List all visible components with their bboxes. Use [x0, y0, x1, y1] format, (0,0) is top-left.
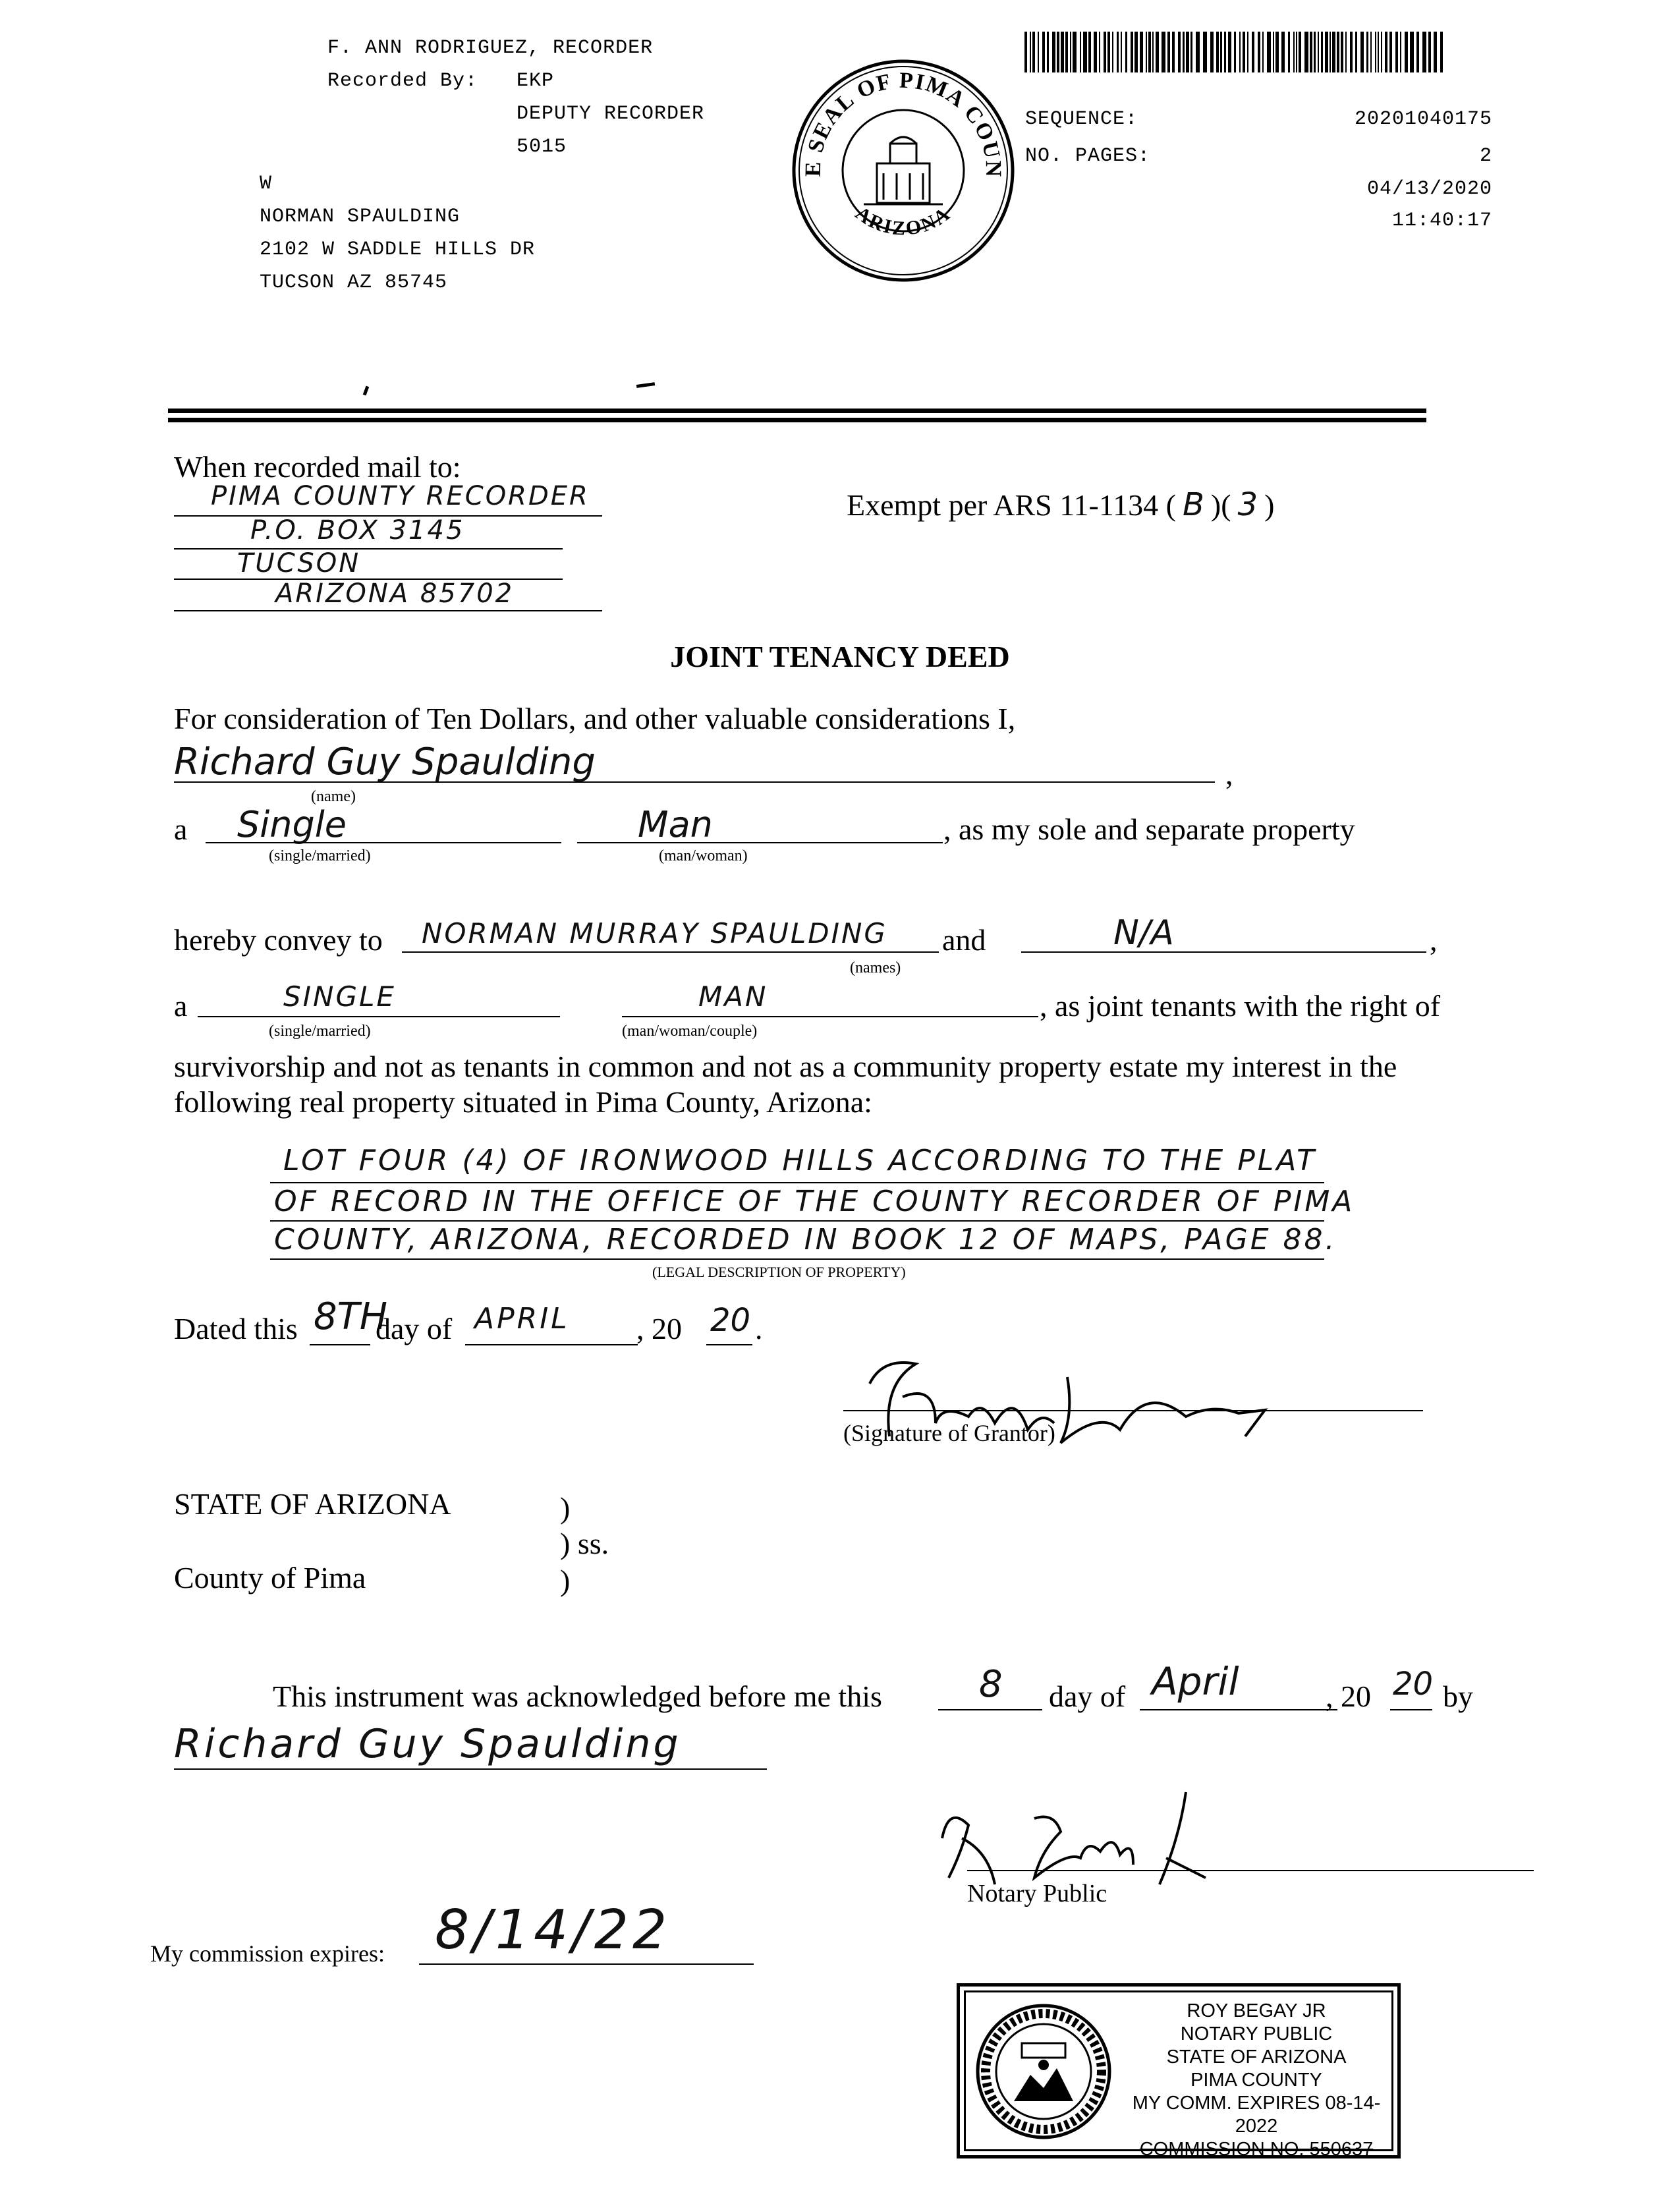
grantor-gender-line: [577, 842, 943, 843]
ack-day: 8: [979, 1663, 1003, 1706]
commission-line: [419, 1963, 754, 1965]
stray-mark: [636, 382, 655, 388]
stamp-county: PIMA COUNTY: [1190, 2070, 1322, 2091]
mail-to-underline-2: [174, 548, 563, 550]
grantee-status-caption: (single/married): [269, 1023, 371, 1040]
pages-label: NO. PAGES:: [1025, 145, 1151, 167]
stamp-notary-name: ROY BEGAY JR: [1187, 2000, 1326, 2021]
notary-stamp: [957, 1983, 1401, 2158]
grantee-name-2: N/A: [1113, 913, 1174, 953]
dated-year-prefix: , 20: [636, 1312, 682, 1345]
grantee-gender-line: [622, 1016, 1038, 1017]
addressee-name: NORMAN SPAULDING: [260, 206, 461, 228]
recorder-name: F. ANN RODRIGUEZ, RECORDER: [327, 37, 654, 59]
notary-line: [967, 1870, 1534, 1871]
sequence-label: SEQUENCE:: [1025, 108, 1138, 130]
venue-county: County of Pima: [174, 1561, 366, 1594]
grantor-status-line: [206, 842, 561, 843]
document-title: JOINT TENANCY DEED: [670, 640, 1010, 673]
ack-name: Richard Guy Spaulding: [174, 1721, 681, 1767]
venue-ss: ) ss.: [560, 1527, 609, 1560]
ack-day-line: [938, 1709, 1042, 1710]
legal-line-1: LOT FOUR (4) OF IRONWOOD HILLS ACCORDING TO THE PLAT: [283, 1144, 1318, 1177]
mail-to-line-3: TUCSON: [237, 548, 361, 578]
mail-to-line-1: PIMA COUNTY RECORDER: [211, 481, 590, 511]
convey-text: hereby convey to: [174, 923, 383, 957]
dated-end: .: [755, 1312, 763, 1345]
gender-caption: (man/woman): [659, 847, 748, 864]
exempt-statute: Exempt per ARS 11-1134 ( B )( 3 ): [847, 486, 1275, 523]
dated-year-line: [706, 1344, 752, 1345]
grantee-gender-caption: (man/woman/couple): [622, 1023, 758, 1040]
survivorship-text: survivorship and not as tenants in common and not as a community property estate my interest in the: [174, 1050, 1397, 1083]
ack-year-line: [1390, 1709, 1432, 1710]
mail-to-line-2: P.O. BOX 3145: [250, 515, 465, 546]
legal-underline-3: [270, 1258, 1324, 1260]
status-caption: (single/married): [269, 847, 371, 864]
venue-paren-3: ): [560, 1564, 571, 1597]
grantee-status: SINGLE: [283, 980, 396, 1013]
header-rule-bottom: [168, 418, 1426, 422]
ack-day-of: day of: [1049, 1679, 1126, 1713]
ack-month-line: [1140, 1709, 1337, 1710]
record-date: 04/13/2020: [1366, 178, 1492, 200]
deputy-number: 5015: [517, 136, 567, 158]
legal-line-3: COUNTY, ARIZONA, RECORDED IN BOOK 12 OF MAPS, PAGE 88.: [274, 1223, 1337, 1256]
legal-line-2: OF RECORD IN THE OFFICE OF THE COUNTY RECORDER OF PIMA: [274, 1185, 1355, 1218]
recorded-by-value: EKP: [517, 70, 555, 92]
commission-value: 8/14/22: [435, 1899, 671, 1961]
signature-line: [843, 1410, 1423, 1411]
grantee-comma: ,: [1430, 923, 1438, 957]
mail-to-line-4: ARIZONA 85702: [275, 578, 515, 609]
header-rule-top: [168, 409, 1426, 413]
recorded-by-label: Recorded By:: [327, 70, 478, 92]
grantee-name-1-line: [402, 951, 939, 953]
situated-text: following real property situated in Pima County, Arizona:: [174, 1085, 872, 1119]
barcode: [1024, 32, 1446, 72]
property-clause: , as my sole and separate property: [943, 812, 1355, 846]
grantor-gender: Man: [638, 804, 713, 845]
w-mark: W: [260, 173, 273, 195]
mail-to-label: When recorded mail to:: [174, 450, 461, 484]
commission-label: My commission expires:: [150, 1940, 385, 1967]
grantee-name-2-line: [1021, 951, 1426, 953]
ack-year: 20: [1393, 1666, 1434, 1703]
dated-year: 20: [710, 1302, 751, 1339]
legal-caption: (LEGAL DESCRIPTION OF PROPERTY): [652, 1264, 906, 1280]
legal-underline-2: [270, 1220, 1324, 1222]
dated-day-line: [310, 1344, 370, 1345]
grantor-name-line: [174, 781, 1215, 783]
dated-prefix: Dated this: [174, 1312, 298, 1345]
grantor-a: a: [174, 812, 188, 846]
addressee-street: 2102 W SADDLE HILLS DR: [260, 239, 536, 261]
grantor-comma: ,: [1225, 757, 1233, 791]
stamp-state: STATE OF ARIZONA: [1166, 2046, 1347, 2068]
stamp-notary-public: NOTARY PUBLIC: [1180, 2023, 1333, 2045]
signature-caption: (Signature of Grantor): [843, 1420, 1055, 1446]
ack-year-prefix: , 20: [1326, 1679, 1371, 1713]
pima-county-seal: [791, 58, 1016, 283]
mail-to-underline-4: [174, 610, 602, 611]
arizona-state-seal: [974, 2002, 1113, 2141]
stray-mark: [363, 386, 369, 396]
pages-value: 2: [1479, 145, 1492, 167]
grantee-gender: MAN: [698, 980, 768, 1013]
svg-text:ARIZONA: ARIZONA: [851, 202, 955, 240]
dated-day-of: day of: [376, 1312, 453, 1345]
venue-state: STATE OF ARIZONA: [174, 1487, 451, 1521]
name-caption: (name): [311, 788, 356, 805]
svg-text:THE SEAL OF PIMA COUNTY: E SEAL OF PIMA COUN: [800, 68, 1006, 179]
legal-underline-1: [270, 1182, 1324, 1183]
grantee-name-1: NORMAN MURRAY SPAULDING: [422, 917, 887, 949]
grantor-status: Single: [237, 804, 347, 845]
names-caption: (names): [850, 959, 901, 976]
addressee-city: TUCSON AZ 85745: [260, 271, 448, 294]
grantee-a: a: [174, 989, 188, 1023]
ack-name-line: [174, 1768, 767, 1770]
joint-tenants-clause: , as joint tenants with the right of: [1040, 989, 1441, 1023]
stamp-commission-no: COMMISSION NO. 550637: [1139, 2139, 1374, 2160]
grantee-status-line: [198, 1016, 560, 1017]
acknowledgment-text: This instrument was acknowledged before me this: [273, 1679, 882, 1713]
dated-month: APRIL: [474, 1302, 570, 1336]
grantee-and: and: [942, 923, 986, 957]
dated-day: 8TH: [314, 1295, 387, 1338]
record-time: 11:40:17: [1391, 210, 1492, 232]
consideration-text: For consideration of Ten Dollars, and other valuable considerations I,: [174, 702, 1016, 735]
grantor-name: Richard Guy Spaulding: [174, 741, 596, 783]
venue-paren-1: ): [560, 1491, 571, 1525]
deputy-recorder: DEPUTY RECORDER: [517, 103, 705, 125]
sequence-value: 20201040175: [1354, 108, 1492, 130]
ack-by: by: [1443, 1679, 1473, 1713]
dated-month-line: [465, 1344, 638, 1345]
ack-month: April: [1152, 1659, 1239, 1704]
stamp-expires: MY COMM. EXPIRES 08-14-2022: [1132, 2093, 1381, 2137]
notary-caption: Notary Public: [967, 1880, 1107, 1907]
